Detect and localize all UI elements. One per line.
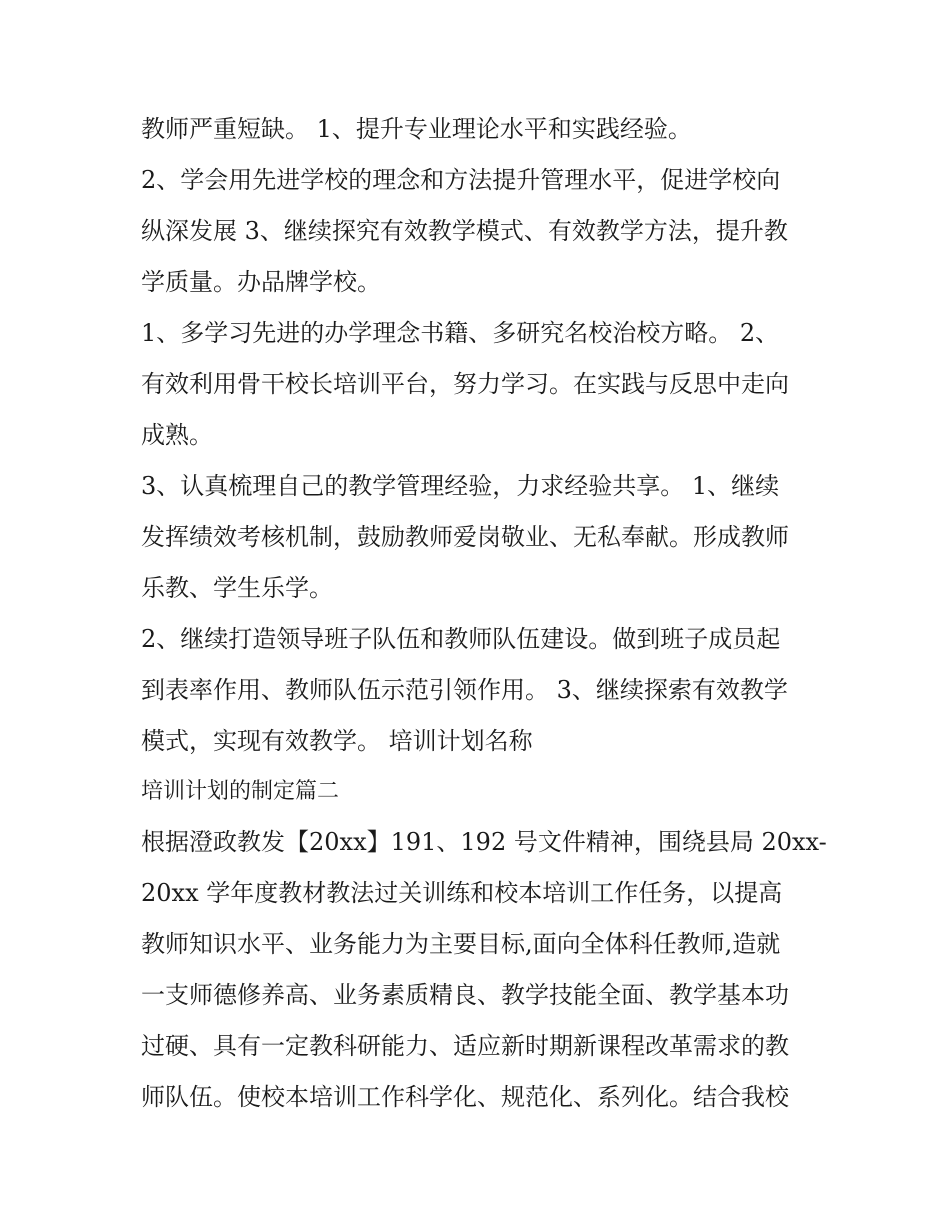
- text-line: 2、学会用先进学校的理念和方法提升管理水平，促进学校向: [141, 166, 781, 194]
- text-line: 乐教、学生乐学。: [141, 574, 333, 602]
- text-line: 20xx 学年度教材教法过关训练和校本培训工作任务，以提高: [141, 879, 783, 907]
- text-line: 模式，实现有效教学。 培训计划名称: [141, 727, 533, 755]
- section-heading: 培训计划的制定篇二: [141, 779, 340, 804]
- text-line: 发挥绩效考核机制，鼓励教师爱岗敬业、无私奉献。形成教师: [141, 523, 789, 551]
- text-line: 根据澄政教发【20xx】191、192 号文件精神，围绕县局 20xx-: [141, 828, 827, 856]
- text-line: 1、多学习先进的办学理念书籍、多研究名校治校方略。 2、: [141, 319, 780, 347]
- text-line: 师队伍。使校本培训工作科学化、规范化、系列化。结合我校: [141, 1083, 789, 1111]
- text-line: 过硬、具有一定教科研能力、适应新时期新课程改革需求的教: [141, 1032, 789, 1060]
- text-line: 教师严重短缺。 1、提升专业理论水平和实践经验。: [141, 115, 692, 143]
- document-body: [141, 104, 827, 1123]
- text-line: 成熟。: [141, 421, 213, 449]
- text-line: 到表率作用、教师队伍示范引领作用。 3、继续探索有效教学: [141, 676, 788, 704]
- text-line: 纵深发展 3、继续探究有效教学模式、有效教学方法，提升教: [141, 217, 788, 245]
- text-line: 教师知识水平、业务能力为主要目标,面向全体科任教师,造就: [141, 930, 781, 958]
- text-line: 2、继续打造领导班子队伍和教师队伍建设。做到班子成员起: [141, 625, 781, 653]
- text-line: 学质量。办品牌学校。: [141, 268, 381, 296]
- text-line: 3、认真梳理自己的教学管理经验，力求经验共享。 1、继续: [141, 472, 780, 500]
- text-line: 有效利用骨干校长培训平台，努力学习。在实践与反思中走向: [141, 370, 789, 398]
- text-line: 一支师德修养高、业务素质精良、教学技能全面、教学基本功: [141, 981, 789, 1009]
